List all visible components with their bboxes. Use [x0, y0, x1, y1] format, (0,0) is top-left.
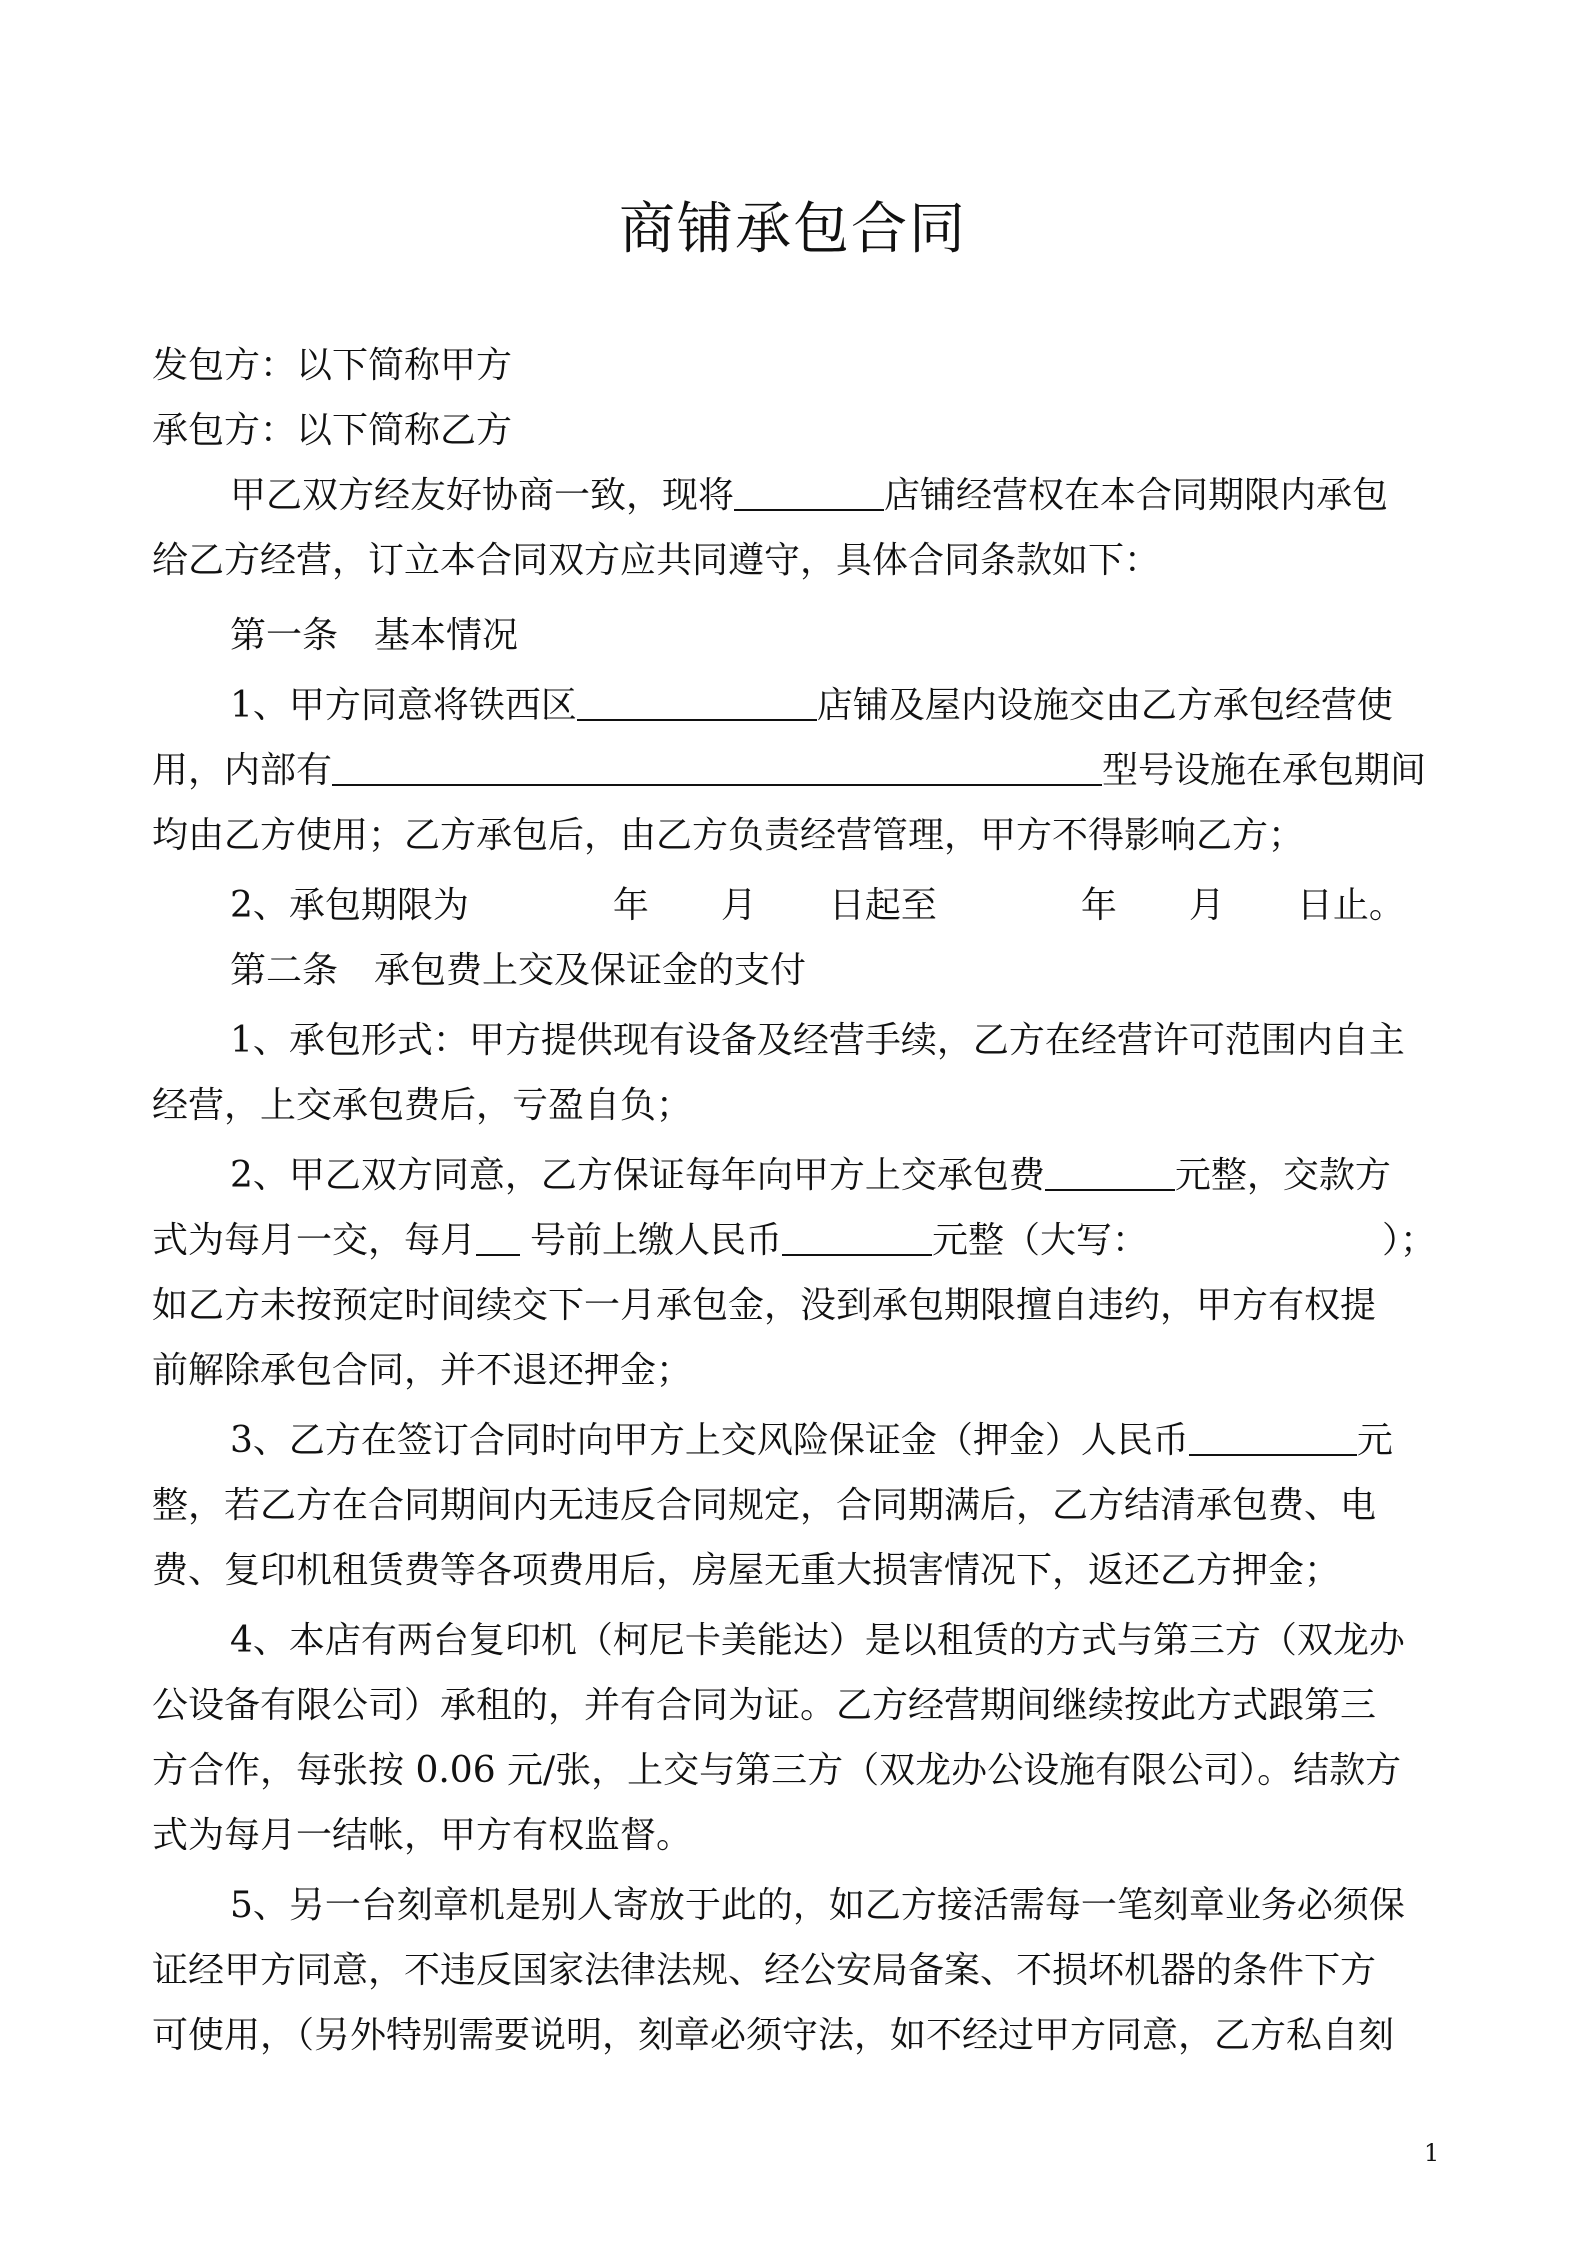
clause-2-2-line-4: 前解除承包合同，并不退还押金；: [152, 1350, 693, 1391]
preamble-line-1: [230, 470, 1520, 522]
document-title: 商铺承包合同: [619, 197, 967, 262]
clause-2-4-line-2: 公设备有限公司）承租的，并有合同为证。乙方经营期间继续按此方式跟第三: [152, 1685, 1377, 1726]
blank-line: [577, 683, 817, 721]
clause-1-1-line-2: [152, 745, 1442, 797]
page-number: 1: [1424, 2139, 1440, 2167]
clause-2-3-line-1: [230, 1415, 1520, 1467]
clause-2-4-line-1: 4、本店有两台复印机（柯尼卡美能达）是以租赁的方式与第三方（双龙办: [230, 1620, 1405, 1661]
clause-2-5-line-3: 可使用，（另外特别需要说明，刻章必须守法，如不经过甲方同意，乙方私自刻: [152, 2015, 1395, 2056]
text-segment: 式为每月一交，每月: [152, 1220, 477, 1261]
clause-2-4-line-3: 方合作，每张按 0.06 元/张，上交与第三方（双龙办公设施有限公司）。结款方: [152, 1750, 1402, 1791]
text-segment: 元整，交款方: [1174, 1155, 1391, 1196]
text-segment: 用，内部有: [152, 750, 333, 791]
clause-2-3-line-2: 整，若乙方在合同期间内无违反合同规定，合同期满后，乙方结清承包费、电: [152, 1485, 1377, 1526]
article-1-heading: 第一条 基本情况: [230, 615, 519, 656]
text-segment: 元: [1356, 1420, 1393, 1461]
text-segment: 店铺及屋内设施交由乙方承包经营使: [816, 685, 1393, 726]
clause-2-2-line-1: [230, 1150, 1520, 1202]
text-segment: 元整（大写： ）；: [932, 1220, 1437, 1261]
clause-1-2-line: 2、承包期限为 年 月 日起至 年 月 日止。: [230, 885, 1405, 926]
clause-2-2-line-3: 如乙方未按预定时间续交下一月承包金，没到承包期限擅自违约，甲方有权提: [152, 1285, 1377, 1326]
text-segment: 2、甲乙双方同意，乙方保证每年向甲方上交承包费: [230, 1155, 1045, 1196]
text-segment: 号前上缴人民币: [530, 1220, 783, 1261]
blank-line: [476, 1218, 520, 1256]
text-segment: 3、乙方在签订合同时向甲方上交风险保证金（押金）人民币: [230, 1420, 1189, 1461]
clause-2-2-line-2: [152, 1215, 1442, 1267]
blank-line: [782, 1218, 932, 1256]
clause-2-1-line-2: 经营，上交承包费后，亏盈自负；: [152, 1085, 693, 1126]
clause-2-3-line-3: 费、复印机租赁费等各项费用后，房屋无重大损害情况下，返还乙方押金；: [152, 1550, 1341, 1591]
clause-2-4-line-4: 式为每月一结帐，甲方有权监督。: [152, 1815, 693, 1856]
blank-line: [332, 748, 1102, 786]
text-segment: 店铺经营权在本合同期限内承包: [884, 475, 1389, 516]
clause-1-1-line-1: [230, 680, 1520, 732]
blank-line: [1189, 1418, 1357, 1456]
party-b-line: 承包方：以下简称乙方: [152, 410, 513, 451]
article-2-heading: 第二条 承包费上交及保证金的支付: [230, 950, 807, 991]
blank-line: [734, 473, 884, 511]
preamble-line-2: 给乙方经营，订立本合同双方应共同遵守，具体合同条款如下：: [152, 540, 1161, 581]
clause-2-5-line-1: 5、另一台刻章机是别人寄放于此的，如乙方接活需每一笔刻章业务必须保: [230, 1885, 1405, 1926]
text-segment: 1、甲方同意将铁西区: [230, 685, 577, 726]
text-segment: 型号设施在承包期间: [1102, 750, 1427, 791]
party-a-line: 发包方：以下简称甲方: [152, 345, 513, 386]
blank-line: [1045, 1153, 1175, 1191]
text-segment: 甲乙双方经友好协商一致，现将: [230, 475, 735, 516]
clause-2-5-line-2: 证经甲方同意，不违反国家法律法规、经公安局备案、不损坏机器的条件下方: [152, 1950, 1377, 1991]
clause-1-1-line-3: 均由乙方使用；乙方承包后，由乙方负责经营管理，甲方不得影响乙方；: [152, 815, 1305, 856]
clause-2-1-line-1: 1、承包形式：甲方提供现有设备及经营手续，乙方在经营许可范围内自主: [230, 1020, 1405, 1061]
